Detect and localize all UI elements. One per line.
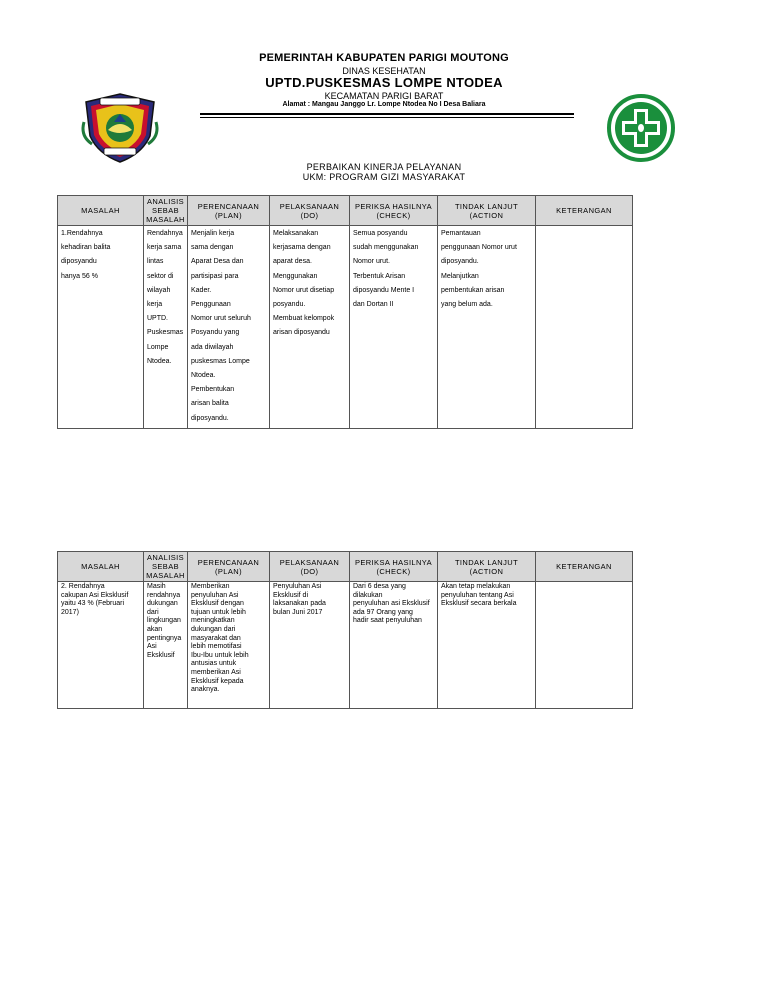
- cell-periksa: Semua posyandu sudah menggunakan Nomor urut. Terbentuk Arisan diposyandu Mente I dan Dortan II: [350, 226, 438, 429]
- table-row: [58, 582, 633, 709]
- header-pelaksanaan: PELAKSANAAN (DO): [270, 552, 350, 582]
- letterhead-address: Alamat : Mangau Janggo Lr. Lompe Ntodea No I Desa Baliara: [282, 101, 486, 108]
- header-perencanaan: PERENCANAAN (PLAN): [188, 552, 270, 582]
- letterhead-government: PEMERINTAH KABUPATEN PARIGI MOUTONG: [259, 52, 509, 64]
- header-analisis: ANALISIS SEBAB MASALAH: [144, 196, 188, 226]
- cell-keterangan: [536, 582, 633, 709]
- cell-periksa: Dari 6 desa yang dilakukan penyuluhan asi Eksklusif ada 97 Orang yang hadir saat penyuluhan: [350, 582, 438, 709]
- cell-pelaksanaan: Penyuluhan Asi Eksklusif di laksanakan pada bulan Juni 2017: [270, 582, 350, 709]
- cell-perencanaan: Memberikan penyuluhan Asi Eksklusif dengan tujuan untuk lebih meningkatkan dukungan dari masyarakat dan lebih memotifasi Ibu-Ibu untuk lebih antusias untuk memberikan Asi Eksklusif kepada anaknya.: [188, 582, 270, 709]
- header-pelaksanaan: PELAKSANAAN (DO): [270, 196, 350, 226]
- cell-masalah: 2. Rendahnya cakupan Asi Eksklusif yaitu 43 % (Februari 2017): [58, 582, 144, 709]
- letterhead-divider-thin: [200, 117, 574, 118]
- header-periksa: PERIKSA HASILNYA (CHECK): [350, 196, 438, 226]
- header-tindak: TINDAK LANJUT (ACTION: [438, 196, 536, 226]
- header-perencanaan: PERENCANAAN (PLAN): [188, 196, 270, 226]
- letterhead-department: DINAS KESEHATAN: [342, 66, 426, 76]
- header-periksa: PERIKSA HASILNYA (CHECK): [350, 552, 438, 582]
- cell-analisis: Rendahnya kerja sama lintas sektor di wilayah kerja UPTD. Puskesmas Lompe Ntodea.: [144, 226, 188, 429]
- header-tindak: TINDAK LANJUT (ACTION: [438, 552, 536, 582]
- header-masalah: MASALAH: [58, 552, 144, 582]
- table-row: [58, 226, 633, 429]
- cell-tindak: Pemantauan penggunaan Nomor urut diposyandu. Melanjutkan pembentukan arisan yang belum ada.: [438, 226, 536, 429]
- letterhead-institution: UPTD.PUSKESMAS LOMPE NTODEA: [265, 75, 503, 90]
- table-header-row: [58, 552, 633, 582]
- cell-masalah: 1.Rendahnya kehadiran balita diposyandu hanya 56 %: [58, 226, 144, 429]
- table-header-row: [58, 196, 633, 226]
- letterhead-district: KECAMATAN PARIGI BARAT: [324, 91, 444, 101]
- cell-tindak: Akan tetap melakukan penyuluhan tentang Asi Eksklusif secara berkala: [438, 582, 536, 709]
- cell-keterangan: [536, 226, 633, 429]
- cell-analisis: Masih rendahnya dukungan dari lingkungan akan pentingnya Asi Eksklusif: [144, 582, 188, 709]
- letterhead-divider: [200, 113, 574, 115]
- cell-pelaksanaan: Melaksanakan kerjasama dengan aparat desa. Menggunakan Nomor urut disetiap posyandu. Membuat kelompok arisan diposyandu: [270, 226, 350, 429]
- header-masalah: MASALAH: [58, 196, 144, 226]
- header-keterangan: KETERANGAN: [536, 552, 633, 582]
- document-subtitle: UKM: PROGRAM GIZI MASYARAKAT: [302, 172, 466, 182]
- pdca-table-1: [57, 195, 633, 429]
- document-title: PERBAIKAN KINERJA PELAYANAN: [306, 162, 462, 172]
- cell-perencanaan: Menjalin kerja sama dengan Aparat Desa dan partisipasi para Kader. Penggunaan Nomor urut seluruh Posyandu yang ada diwilayah puskesmas Lompe Ntodea. Pembentukan arisan balita diposyandu.: [188, 226, 270, 429]
- header-keterangan: KETERANGAN: [536, 196, 633, 226]
- header-analisis: ANALISIS SEBAB MASALAH: [144, 552, 188, 582]
- pdca-table-2: [57, 551, 633, 709]
